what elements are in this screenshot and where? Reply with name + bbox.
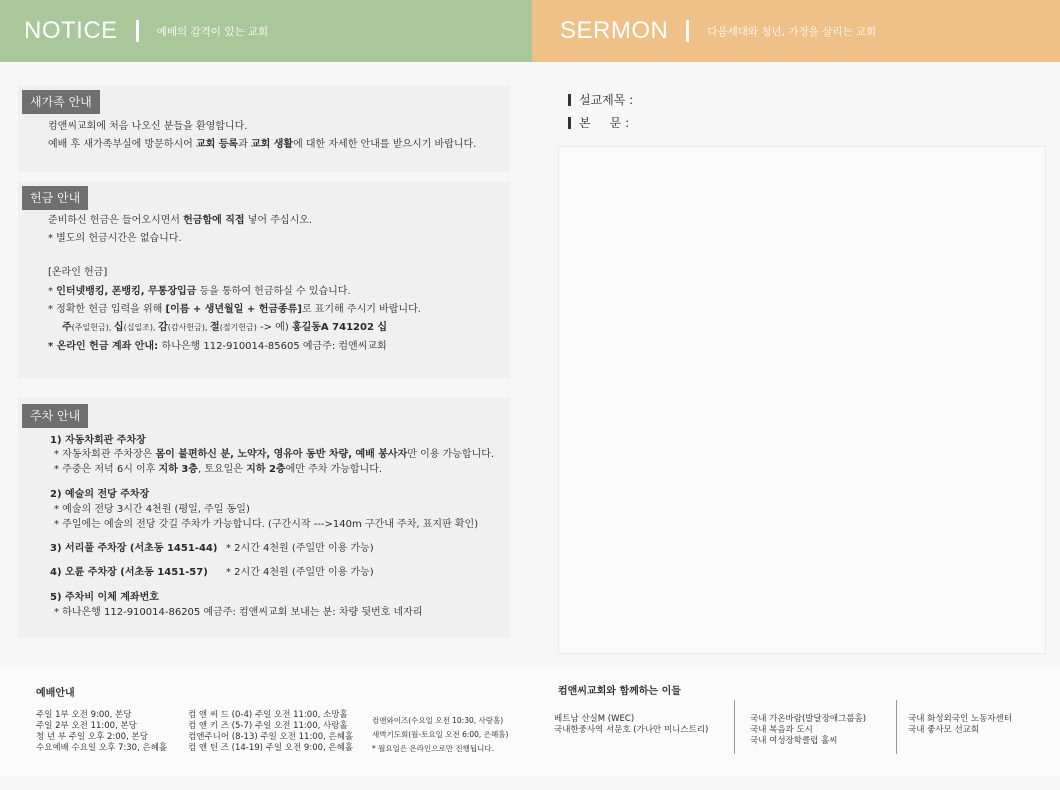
parking-3-note: * 2시간 4천원 (주일만 이용 가능): [226, 543, 374, 554]
parking-2-title: 2) 예술의 전당 주차장: [50, 489, 150, 500]
partners-title: 컴앤씨교회와 함께하는 이들: [558, 686, 681, 697]
list-item: 컴 앤 씨 드 (0-4) 주일 오전 11:00, 소망홀: [188, 710, 348, 720]
divider: [896, 700, 897, 754]
worship-title: 예배안내: [36, 688, 75, 699]
notice-header: [0, 0, 532, 62]
offering-account: * 온라인 헌금 계좌 안내: 하나은행 112-910014-85605 예금주: 컴앤씨교회: [48, 341, 387, 352]
parking-3-title: 3) 서리풀 주차장 (서초동 1451-44): [50, 543, 218, 554]
newcomer-line2: 예배 후 새가족부실에 방문하시어 교회 등록과 교회 생활에 대한 자세한 안내를 받으시기 바랍니다.: [48, 139, 477, 150]
list-item: 수요예배 수요일 오후 7:30, 은혜홀: [36, 743, 168, 753]
sermon-title-row: [568, 91, 633, 108]
parking-1-line2: * 주중은 저녁 6시 이후 지하 3층, 토요일은 지하 2층에만 주차 가능합니다.: [54, 464, 383, 475]
list-item: 국내 가온바람(발달장애그룹홈): [750, 714, 867, 724]
notice-title: NOTICE: [24, 17, 118, 44]
list-item: * 월요일은 온라인으로만 진행됩니다.: [372, 744, 494, 753]
list-item: 베트남 산실M (WEC): [554, 714, 635, 724]
list-item: 청 년 부 주일 오후 2:00, 본당: [36, 732, 148, 742]
sermon-text-row: [568, 114, 629, 131]
list-item: 컴앤와이즈(수요일 오전 10:30, 사랑홀): [372, 716, 504, 725]
parking-5-line1: * 하나은행 112-910014-86205 예금주: 컴앤씨교회 보내는 분: 차량 뒷번호 네자리: [54, 607, 423, 618]
list-item: 국내 좋사모 선교회: [908, 725, 980, 735]
list-item: 주일 2부 오전 11:00, 본당: [36, 721, 137, 731]
list-item: 컴 앤 키 즈 (5-7) 주일 오전 11:00, 사랑홀: [188, 721, 348, 731]
parking-4-note: * 2시간 4천원 (주일만 이용 가능): [226, 567, 374, 578]
list-item: 컴 앤 틴 즈 (14-19) 주일 오전 9:00, 은혜홀: [188, 743, 354, 753]
parking-5-title: 5) 주차비 이체 계좌번호: [50, 592, 159, 603]
sermon-text-label: 본 문 :: [579, 116, 630, 130]
list-item: 국내한중사역 서문호 (가나안 미니스트리): [554, 725, 709, 735]
list-item: 새벽기도회(월-토요일 오전 6:00, 은혜홀): [372, 730, 509, 739]
list-item: 국내 복음과 도시: [750, 725, 813, 735]
offering-online-heading: [온라인 헌금]: [48, 267, 108, 278]
sermon-header: [532, 0, 1060, 62]
footer: [0, 666, 1060, 776]
header-divider: [686, 20, 689, 42]
parking-1-title: 1) 자동차회관 주차장: [50, 435, 146, 446]
partners-col1: [554, 714, 708, 736]
list-item: 국내 여성장학클럽 홀씨: [750, 736, 838, 746]
worship-col2: [188, 710, 353, 754]
partners-col2: [750, 714, 866, 747]
worship-col3: [372, 714, 508, 756]
sermon-subtitle: 다음세대와 청년, 가정을 살리는 교회: [707, 25, 877, 38]
divider: [734, 700, 735, 754]
bullet-bar-icon: [568, 117, 571, 129]
newcomer-line1: 컴앤씨교회에 처음 나오신 분들을 환영합니다.: [48, 121, 248, 132]
parking-label: 주차 안내: [22, 404, 88, 428]
offering-line1: 준비하신 헌금은 들어오시면서 헌금함에 직접 넣어 주십시오.: [48, 215, 313, 226]
list-item: 컴앤주니어 (8-13) 주일 오전 11:00, 은혜홀: [188, 732, 354, 742]
offering-line5: * 정확한 헌금 입력을 위해 [이름 + 생년월일 + 헌금종류]로 표기해 주시기 바랍니다.: [48, 304, 421, 315]
bullet-bar-icon: [568, 94, 571, 106]
worship-col1: [36, 710, 167, 754]
header-divider: [136, 20, 139, 42]
parking-2-line2: * 주일에는 예술의 전당 갓길 주차가 가능합니다. (구간시작 --->140m 구간내 주차, 표지판 확인): [54, 519, 479, 530]
sermon-title: SERMON: [560, 17, 669, 44]
newcomer-label: 새가족 안내: [22, 90, 100, 114]
parking-1-line1: * 자동차회관 주차장은 몸이 불편하신 분, 노약자, 영유아 동반 차량, 예배 봉사자만 이용 가능합니다.: [54, 449, 495, 460]
sermon-title-label: 설교제목 :: [579, 93, 634, 107]
offering-line6: 주(주일헌금), 십(십일조), 감(감사헌금), 절(절기헌금) -> 예) 홍길동A 741202 십: [62, 322, 388, 333]
parking-2-line1: * 예술의 전당 3시간 4천원 (평일, 주일 동일): [54, 504, 250, 515]
offering-label: 헌금 안내: [22, 186, 88, 210]
notice-subtitle: 예배의 감격이 있는 교회: [156, 25, 269, 38]
offering-line4: * 인터넷뱅킹, 폰뱅킹, 무통장입금 등을 통하여 헌금하실 수 있습니다.: [48, 286, 351, 297]
partners-col3: [908, 714, 1012, 736]
list-item: 국내 화성외국인 노동자센터: [908, 714, 1012, 724]
list-item: 주일 1부 오전 9:00, 본당: [36, 710, 132, 720]
offering-line2: * 별도의 헌금시간은 없습니다.: [48, 233, 182, 244]
parking-4-title: 4) 오륜 주차장 (서초동 1451-57): [50, 567, 208, 578]
sermon-notes-box: [558, 146, 1046, 654]
